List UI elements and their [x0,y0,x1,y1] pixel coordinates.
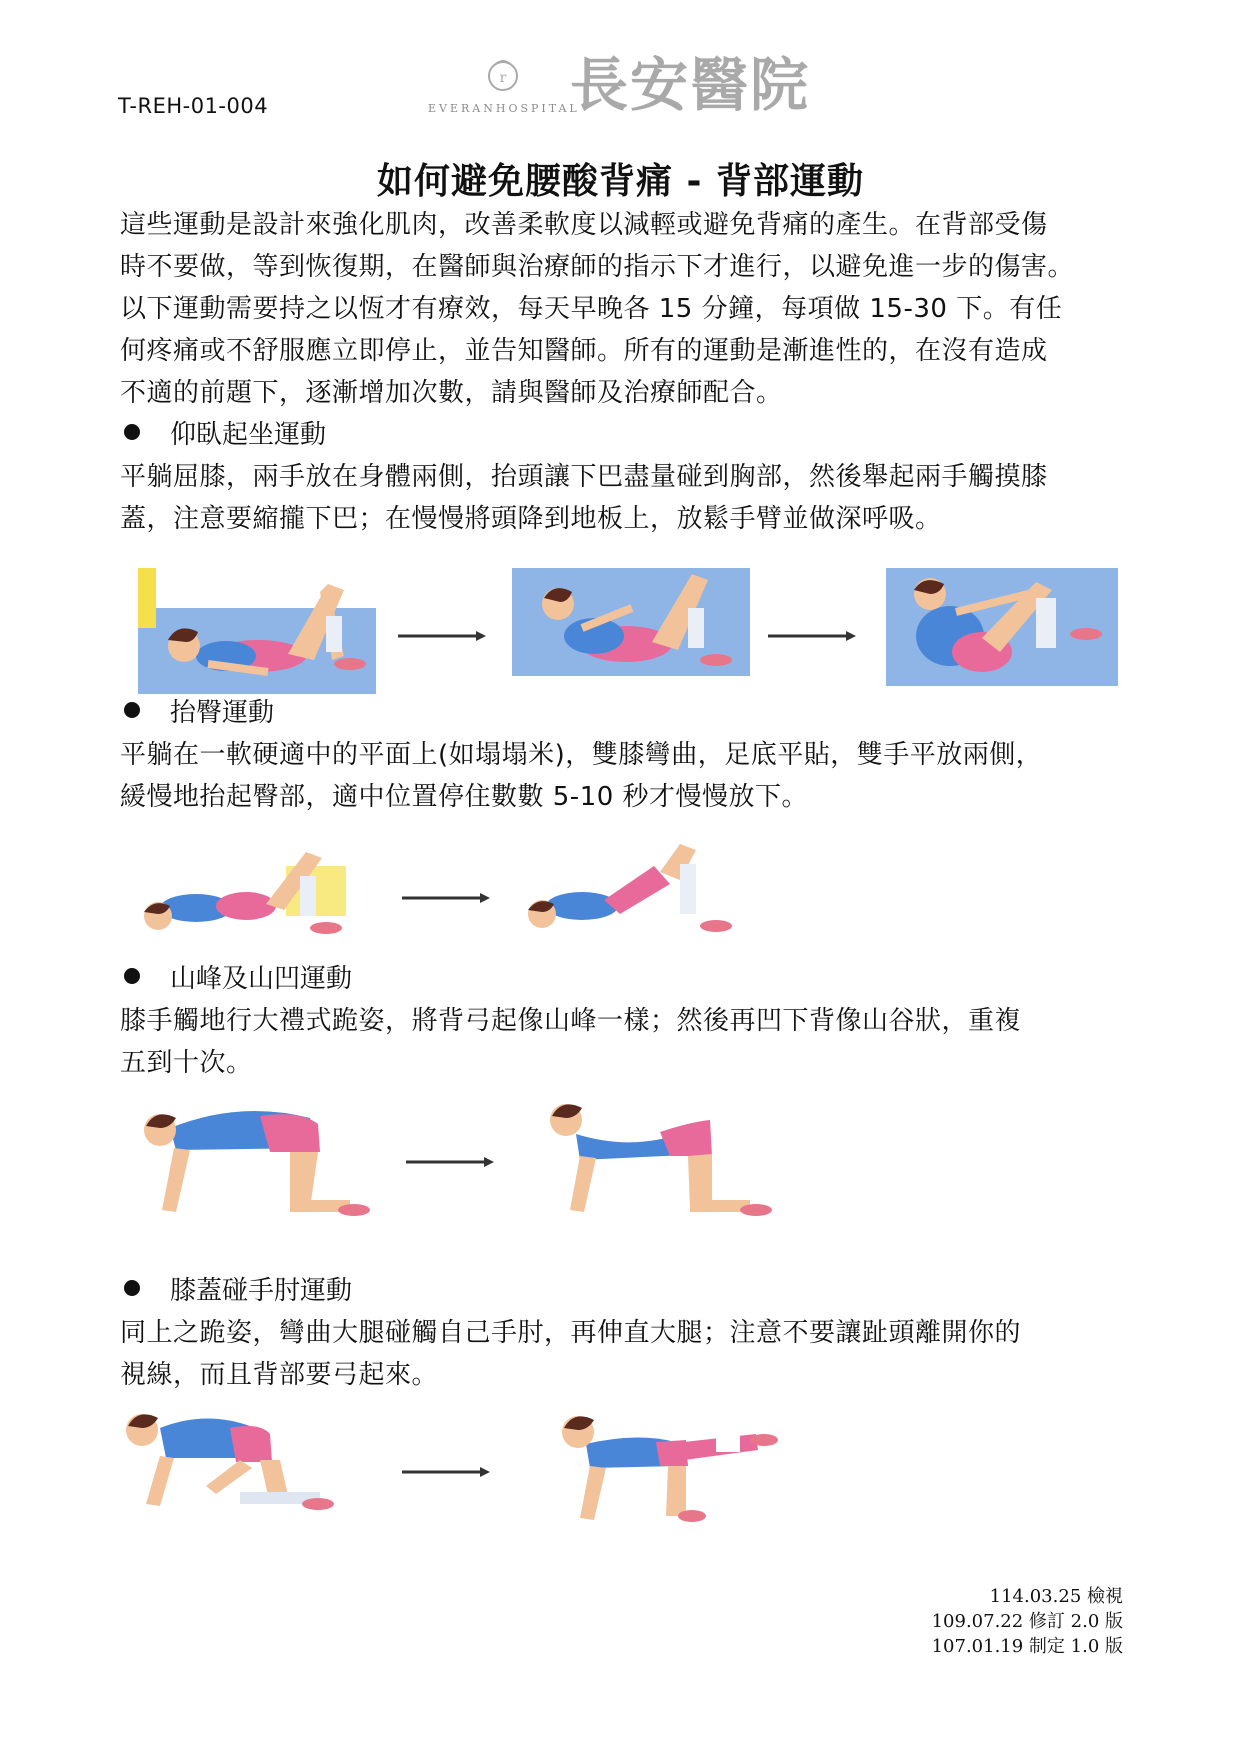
bullet-dot-icon [124,702,140,718]
section-title: 山峰及山凹運動 [170,964,353,994]
section-heading [120,692,274,734]
logo-english: EVERANHOSPITAL [428,102,580,115]
intro-line: 何疼痛或不舒服應立即停止，並告知醫師。所有的運動是漸進性的，在沒有造成 [120,336,1048,366]
revision-line: 107.01.19 制定 1.0 版 [931,1636,1123,1657]
arrow-right-icon [768,626,858,646]
section-line: 平躺屈膝，兩手放在身體兩側，抬頭讓下巴盡量碰到胸部，然後舉起兩手觸摸膝 [120,462,1048,492]
intro-line: 這些運動是設計來強化肌肉，改善柔軟度以減輕或避免背痛的產生。在背部受傷 [120,210,1048,240]
arrow-right-icon [398,626,488,646]
hospital-emblem-icon [486,58,520,94]
section-heading [120,1270,352,1312]
intro-paragraph [120,204,1130,414]
page-title: 如何避免腰酸背痛 - 背部運動 [376,161,864,202]
section-title: 膝蓋碰手肘運動 [170,1276,353,1306]
intro-line: 不適的前題下，逐漸增加次數，請與醫師及治療師配合。 [120,378,783,408]
revision-line: 114.03.25 檢視 [989,1586,1123,1607]
bullet-dot-icon [124,1280,140,1296]
intro-line: 以下運動需要持之以恆才有療效，每天早晚各 15 分鐘，每項做 15-30 下。有任 [120,294,1063,324]
bullet-dot-icon [124,968,140,984]
section-heading [120,958,352,1000]
arrow-right-icon [402,888,492,908]
hospital-logo [428,52,838,130]
situp-figure-2 [512,568,750,676]
knee-elbow-figure-2 [556,1408,782,1528]
section-line: 視線，而且背部要弓起來。 [120,1360,439,1390]
intro-line: 時不要做，等到恢復期，在醫師與治療師的指示下才進行，以避免進一步的傷害。 [120,252,1075,282]
section-line: 平躺在一軟硬適中的平面上(如塌塌米)，雙膝彎曲，足底平貼，雙手平放兩側， [120,740,1043,770]
section-line: 五到十次。 [120,1048,253,1078]
situp-figure-1 [138,568,376,694]
arrow-right-icon [402,1462,492,1482]
valley-figure-2 [540,1098,782,1222]
section-title: 抬臀運動 [170,698,275,728]
section-line: 同上之跪姿，彎曲大腿碰觸自己手肘，再伸直大腿；注意不要讓趾頭離開你的 [120,1318,1022,1348]
section-description [120,1312,1130,1396]
section-description [120,456,1130,540]
section-title: 仰臥起坐運動 [170,420,327,450]
section-heading [120,414,326,456]
document-code: T-REH-01-004 [118,94,269,118]
section-description [120,734,1130,818]
arrow-right-icon [406,1152,496,1172]
svg-text:r: r [499,70,507,86]
bullet-dot-icon [124,424,140,440]
section-line: 蓋，注意要縮攏下巴；在慢慢將頭降到地板上，放鬆手臂並做深呼吸。 [120,504,942,534]
situp-figure-3 [886,568,1118,686]
hip-raise-figure-2 [520,840,752,940]
section-line: 膝手觸地行大禮式跪姿，將背弓起像山峰一樣；然後再凹下背像山谷狀，重複 [120,1006,1022,1036]
section-description [120,1000,1130,1084]
mountain-figure-1 [140,1100,380,1222]
hip-raise-figure-1 [136,846,362,944]
section-line: 緩慢地抬起臀部，適中位置停住數數 5-10 秒才慢慢放下。 [120,782,809,812]
logo-chinese: 長安醫院 [570,51,811,119]
knee-elbow-figure-1 [120,1408,344,1514]
revision-line: 109.07.22 修訂 2.0 版 [931,1611,1123,1632]
revision-notes [932,1584,1123,1659]
